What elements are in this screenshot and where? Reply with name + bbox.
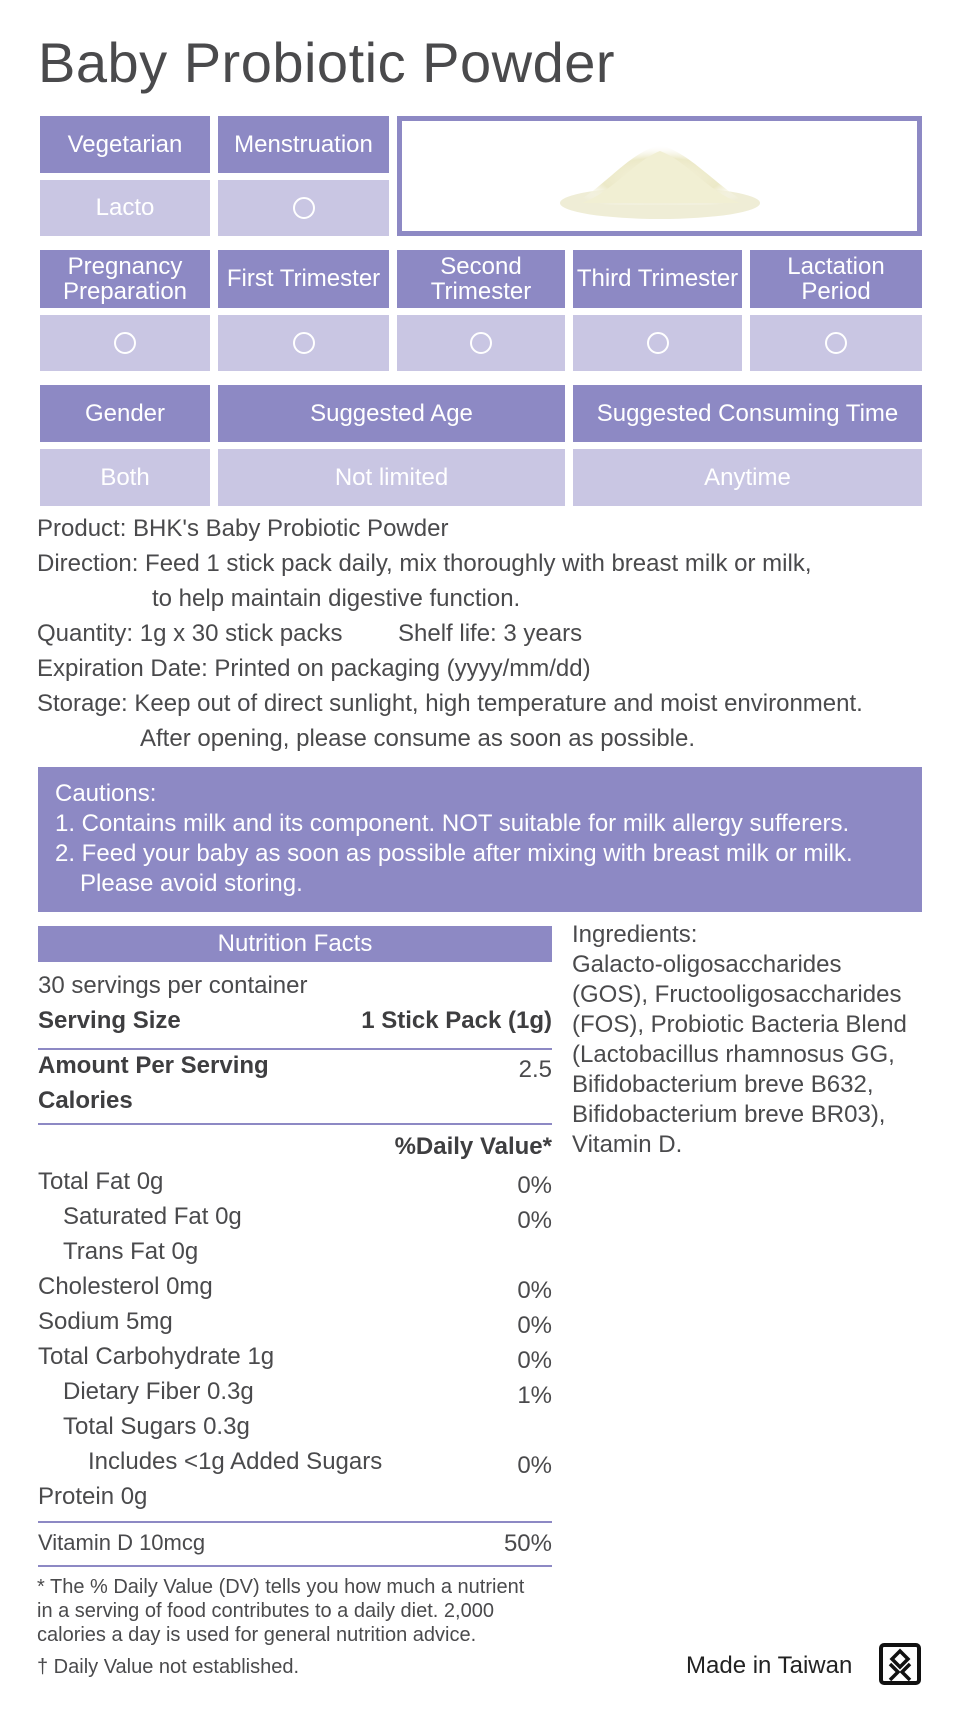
product-photo xyxy=(397,116,922,236)
quantity-line: Quantity: 1g x 30 stick packs xyxy=(37,620,343,647)
nutrient-row xyxy=(38,1308,552,1338)
ingredients-line: (GOS), Fructooligosaccharides xyxy=(572,981,902,1008)
serving-size-label: Serving Size xyxy=(38,1007,181,1034)
ingredients-line: Bifidobacterium breve BR03), xyxy=(572,1101,886,1128)
caution-item-2: 2. Feed your baby as soon as possible after mixing with breast milk or milk. xyxy=(55,840,853,867)
calories-value: 2.5 xyxy=(518,1056,552,1083)
expiration-line: Expiration Date: Printed on packaging (yyyy/mm/dd) xyxy=(37,655,591,682)
nutrient-row xyxy=(38,1413,552,1443)
shelf-life-line: Shelf life: 3 years xyxy=(398,620,583,647)
powder-pile-icon xyxy=(402,121,917,231)
nutrition-facts-header: Nutrition Facts xyxy=(38,926,552,962)
recycle-icon xyxy=(878,1642,922,1686)
circle-mark-icon xyxy=(647,332,669,354)
ingredients-line: Galacto-oligosaccharides xyxy=(572,951,842,978)
cautions-title: Cautions: xyxy=(55,780,157,807)
caution-item-1: 1. Contains milk and its component. NOT suitable for milk allergy sufferers. xyxy=(55,810,850,837)
nutrient-row xyxy=(38,1168,552,1198)
circle-mark-icon xyxy=(825,332,847,354)
nutrient-label: Total Sugars 0.3g xyxy=(63,1413,250,1440)
nutrient-dv: 0% xyxy=(517,1312,552,1339)
suggested-time-value: Anytime xyxy=(573,449,922,506)
vitamin-d-row xyxy=(38,1530,552,1560)
lactation-period-header: Lactation Period xyxy=(750,250,922,308)
third-trimester-value xyxy=(573,315,742,371)
amount-per-serving-label: Amount Per Serving xyxy=(38,1052,269,1079)
daily-value-header: %Daily Value* xyxy=(394,1133,552,1160)
cautions-box xyxy=(38,767,922,912)
divider xyxy=(38,1565,552,1567)
suggested-time-header: Suggested Consuming Time xyxy=(573,385,922,442)
pregnancy-preparation-value xyxy=(40,315,210,371)
page-title: Baby Probiotic Powder xyxy=(38,31,616,94)
nutrient-row xyxy=(38,1343,552,1373)
vegetarian-header: Vegetarian xyxy=(40,116,210,173)
divider xyxy=(38,1048,552,1050)
ingredients-line: (Lactobacillus rhamnosus GG, xyxy=(572,1041,895,1068)
nutrient-dv: 0% xyxy=(517,1277,552,1304)
lactation-period-value xyxy=(750,315,922,371)
footnote-line: in a serving of food contributes to a daily diet. 2,000 xyxy=(37,1600,494,1622)
divider xyxy=(38,1521,552,1523)
menstruation-header: Menstruation xyxy=(218,116,389,173)
ingredients-title: Ingredients: xyxy=(572,921,698,948)
nutrient-row xyxy=(38,1483,552,1513)
made-in-label: Made in Taiwan xyxy=(686,1652,853,1679)
nutrient-row xyxy=(38,1238,552,1268)
suggested-age-header: Suggested Age xyxy=(218,385,565,442)
nutrient-row xyxy=(38,1273,552,1303)
nutrient-dv: 1% xyxy=(517,1382,552,1409)
nutrient-label: Total Fat 0g xyxy=(38,1168,164,1195)
storage-line: Storage: Keep out of direct sunlight, high temperature and moist environment. xyxy=(37,690,863,717)
nutrient-row xyxy=(38,1203,552,1233)
caution-item-2-cont: Please avoid storing. xyxy=(80,870,303,897)
nutrient-row xyxy=(38,1448,552,1478)
third-trimester-header: Third Trimester xyxy=(573,250,742,308)
divider xyxy=(38,1123,552,1125)
nutrient-label: Saturated Fat 0g xyxy=(63,1203,242,1230)
nutrient-label: Includes <1g Added Sugars xyxy=(88,1448,383,1475)
circle-mark-icon xyxy=(293,332,315,354)
serving-size-row xyxy=(38,1007,552,1037)
footnote-dagger: † Daily Value not established. xyxy=(37,1656,300,1678)
direction-line: Direction: Feed 1 stick pack daily, mix thoroughly with breast milk or milk, xyxy=(37,550,812,577)
serving-size-value: 1 Stick Pack (1g) xyxy=(361,1007,552,1034)
vitamin-d-label: Vitamin D 10mcg xyxy=(38,1530,206,1555)
nutrient-label: Total Carbohydrate 1g xyxy=(38,1343,275,1370)
footnote-line: calories a day is used for general nutrition advice. xyxy=(37,1624,477,1646)
first-trimester-value xyxy=(218,315,389,371)
calories-label: Calories xyxy=(38,1087,133,1114)
first-trimester-header: First Trimester xyxy=(218,250,389,308)
storage-line-2: After opening, please consume as soon as possible. xyxy=(140,725,696,752)
ingredients-line: (FOS), Probiotic Bacteria Blend xyxy=(572,1011,907,1038)
nutrient-label: Dietary Fiber 0.3g xyxy=(63,1378,254,1405)
footnote-line: * The % Daily Value (DV) tells you how much a nutrient xyxy=(37,1576,525,1598)
second-trimester-header: Second Trimester xyxy=(397,250,565,308)
nutrient-label: Protein 0g xyxy=(38,1483,148,1510)
gender-value: Both xyxy=(40,449,210,506)
vitamin-d-dv: 50% xyxy=(503,1530,552,1557)
second-trimester-value xyxy=(397,315,565,371)
gender-header: Gender xyxy=(40,385,210,442)
servings-per-container: 30 servings per container xyxy=(38,972,308,999)
direction-line-2: to help maintain digestive function. xyxy=(152,585,521,612)
product-line: Product: BHK's Baby Probiotic Powder xyxy=(37,515,449,542)
circle-mark-icon xyxy=(293,197,315,219)
circle-mark-icon xyxy=(114,332,136,354)
nutrient-dv: 0% xyxy=(517,1172,552,1199)
ingredients-line: Vitamin D. xyxy=(572,1131,683,1158)
nutrient-row xyxy=(38,1378,552,1408)
nutrient-dv: 0% xyxy=(517,1452,552,1479)
nutrient-label: Cholesterol 0mg xyxy=(38,1273,213,1300)
ingredients-line: Bifidobacterium breve B632, xyxy=(572,1071,874,1098)
nutrient-label: Sodium 5mg xyxy=(38,1308,173,1335)
nutrient-dv: 0% xyxy=(517,1207,552,1234)
circle-mark-icon xyxy=(470,332,492,354)
ingredients-block xyxy=(572,920,922,1160)
nutrient-dv: 0% xyxy=(517,1347,552,1374)
vegetarian-value: Lacto xyxy=(40,180,210,236)
pregnancy-preparation-header: Pregnancy Preparation xyxy=(40,250,210,308)
nutrient-label: Trans Fat 0g xyxy=(63,1238,199,1265)
suggested-age-value: Not limited xyxy=(218,449,565,506)
amount-per-serving-row xyxy=(38,1052,552,1082)
menstruation-value xyxy=(218,180,389,236)
